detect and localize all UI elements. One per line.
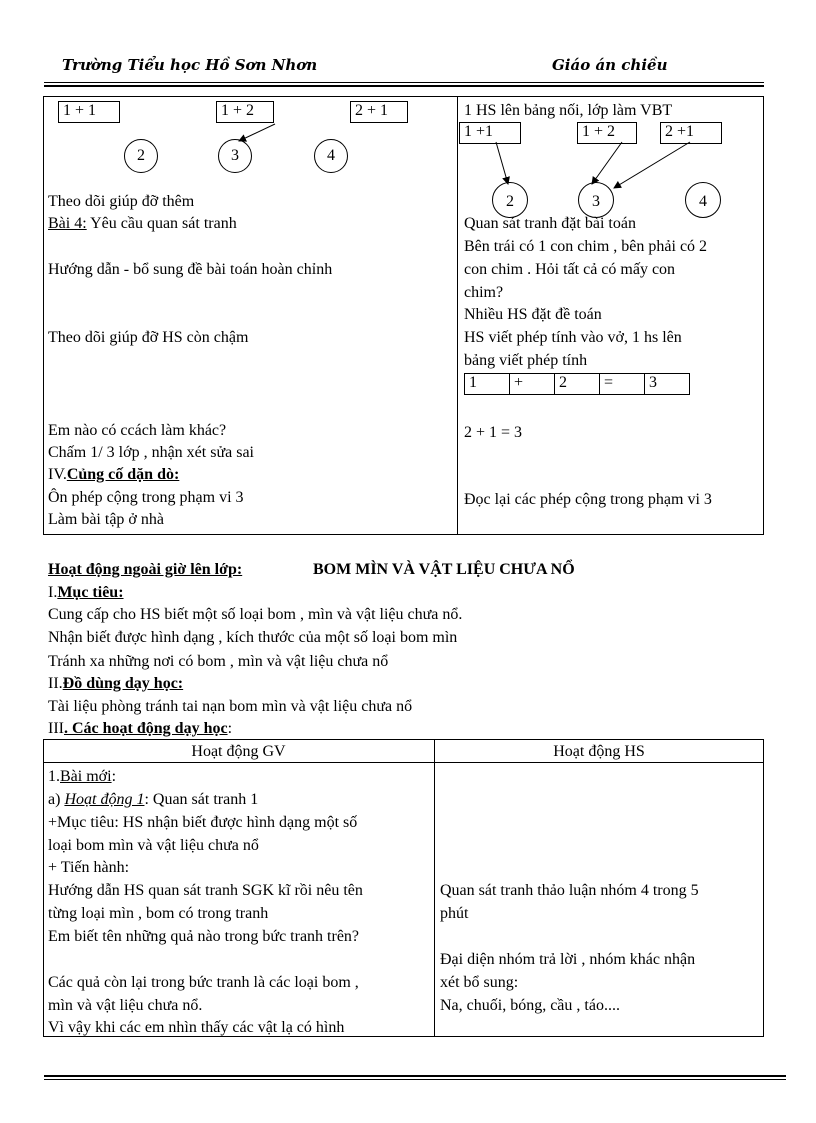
- footer-rule-bottom: [44, 1079, 786, 1080]
- gv-line-11: Vì vậy khi các em nhìn thấy các vật lạ có hình: [48, 1019, 345, 1036]
- answer-circle-2: 2: [124, 139, 158, 173]
- gv-line-1: [48, 766, 116, 788]
- right-text-10: Đọc lại các phép cộng trong phạm vi 3: [464, 491, 712, 508]
- activities-title: . Các hoạt động dạy học: [63, 720, 228, 737]
- gv-line-9: Các quả còn lại trong bức tranh là các loại bom ,: [48, 974, 359, 991]
- objective-2: Nhận biết được hình dạng , kích thước của một số loại bom mìn: [48, 629, 458, 646]
- activities-colon: :: [227, 720, 233, 737]
- right-answer-circle-4: 4: [685, 182, 721, 218]
- right-text-1: 1 HS lên bảng nối, lớp làm VBT: [464, 102, 673, 119]
- left-text-3: Hướng dẫn - bổ sung đề bài toán hoàn chỉnh: [48, 261, 333, 278]
- gv-line-6: Hướng dẫn HS quan sát tranh SGK kĩ rồi nêu tên: [48, 882, 363, 899]
- equation-cell-3: 2: [554, 373, 600, 395]
- answer-circle-3: 3: [218, 139, 252, 173]
- column-header-gv: Hoạt động GV: [191, 743, 286, 760]
- gv-line-10: mìn và vật liệu chưa nổ.: [48, 997, 203, 1014]
- equation-cell-2: +: [509, 373, 555, 395]
- left-text-9: Làm bài tập ở nhà: [48, 511, 164, 528]
- left-text-7: [48, 464, 179, 486]
- activities-heading: [48, 718, 232, 740]
- gv-line-7: từng loại mìn , bom có trong tranh: [48, 905, 269, 922]
- answer-circle-4: 4: [314, 139, 348, 173]
- right-text-8: bảng viết phép tính: [464, 352, 588, 369]
- right-answer-circle-3: 3: [578, 182, 614, 218]
- gv-line-5: + Tiến hành:: [48, 859, 130, 876]
- bottom-table-divider: [434, 739, 435, 1037]
- left-text-2: [48, 213, 237, 235]
- right-sum-box-2: 1 + 2: [577, 122, 637, 144]
- tools-title: Đồ dùng dạy học:: [62, 675, 184, 692]
- equation-cell-5: 3: [644, 373, 690, 395]
- exercise-4-label: Bài 4:: [48, 215, 87, 232]
- objectives-title: Mục tiêu:: [57, 584, 124, 601]
- hs-line-3: Đại diện nhóm trả lời , nhóm khác nhận: [440, 951, 696, 968]
- hs-line-5: Na, chuối, bóng, cầu , táo....: [440, 997, 620, 1014]
- right-text-7: HS viết phép tính vào vở, 1 hs lên: [464, 329, 682, 346]
- right-sum-box-1: 1 +1: [459, 122, 521, 144]
- left-text-1: Theo dõi giúp đỡ thêm: [48, 193, 195, 210]
- equation-cell-1: 1: [464, 373, 510, 395]
- tools-number: II.: [48, 675, 63, 692]
- right-text-9: 2 + 1 = 3: [464, 424, 523, 441]
- objective-3: Tránh xa những nơi có bom , mìn và vật liệu chưa nổ: [48, 653, 389, 670]
- hs-line-4: xét bổ sung:: [440, 974, 519, 991]
- gv-line-2: [48, 789, 258, 811]
- gv-line-1-number: 1.: [48, 768, 60, 785]
- section-title-topic: BOM MÌN VÀ VẬT LIỆU CHƯA NỔ: [313, 561, 575, 578]
- left-text-6: Chấm 1/ 3 lớp , nhận xét sửa sai: [48, 444, 254, 461]
- sum-box-2: 1 + 2: [216, 101, 274, 123]
- equation-cell-4: =: [599, 373, 645, 395]
- objectives-number: I.: [48, 584, 58, 601]
- section-iv-number: IV.: [48, 466, 67, 483]
- exercise-4-text: Yêu cầu quan sát tranh: [86, 215, 237, 232]
- gv-line-1-colon: :: [111, 768, 117, 785]
- objectives-heading: [48, 582, 124, 604]
- objective-1: Cung cấp cho HS biết một số loại bom , mìn và vật liệu chưa nổ.: [48, 606, 463, 623]
- section-title-left: Hoạt động ngoài giờ lên lớp:: [48, 561, 243, 578]
- section-iv-title: Củng cố dặn dò:: [66, 466, 180, 483]
- activities-number: III: [48, 720, 64, 737]
- right-sum-box-3: 2 +1: [660, 122, 722, 144]
- gv-line-3: +Mục tiêu: HS nhận biết được hình dạng một số: [48, 814, 358, 831]
- header-lesson-type: Giáo án chiều: [552, 56, 668, 74]
- right-text-3: Bên trái có 1 con chim , bên phải có 2: [464, 238, 708, 255]
- hs-line-2: phút: [440, 905, 469, 922]
- left-text-5: Em nào có ccách làm khác?: [48, 422, 227, 439]
- gv-line-1-title: Bài mới: [60, 768, 112, 785]
- sum-box-1: 1 + 1: [58, 101, 120, 123]
- column-header-hs: Hoạt động HS: [553, 743, 645, 760]
- left-text-8: Ôn phép cộng trong phạm vi 3: [48, 489, 244, 506]
- right-text-5: chim?: [464, 284, 504, 301]
- gv-line-2-prefix: a): [48, 791, 65, 808]
- gv-line-8: Em biết tên những quả nào trong bức tranh trên?: [48, 928, 360, 945]
- right-answer-circle-2: 2: [492, 182, 528, 218]
- right-text-4: con chim . Hỏi tất cả có mấy con: [464, 261, 676, 278]
- gv-activity-1-label: Hoạt động 1: [64, 791, 145, 808]
- gv-line-2-rest: : Quan sát tranh 1: [144, 791, 259, 808]
- sum-box-3: 2 + 1: [350, 101, 408, 123]
- right-text-2: Quan sát tranh đặt bài toán: [464, 215, 636, 232]
- gv-line-4: loại bom mìn và vật liệu chưa nổ: [48, 837, 259, 854]
- footer-rule-top: [44, 1075, 786, 1077]
- right-text-6: Nhiều HS đặt đề toán: [464, 306, 602, 323]
- section-title-label: [48, 559, 242, 581]
- tools-heading: [48, 673, 183, 695]
- header-school-name: Trường Tiểu học Hồ Sơn Nhơn: [62, 56, 318, 74]
- hs-line-1: Quan sát tranh thảo luận nhóm 4 trong 5: [440, 882, 699, 899]
- left-text-4: Theo dõi giúp đỡ HS còn chậm: [48, 329, 249, 346]
- tools-item-1: Tài liệu phòng tránh tai nạn bom mìn và vật liệu chưa nổ: [48, 698, 413, 715]
